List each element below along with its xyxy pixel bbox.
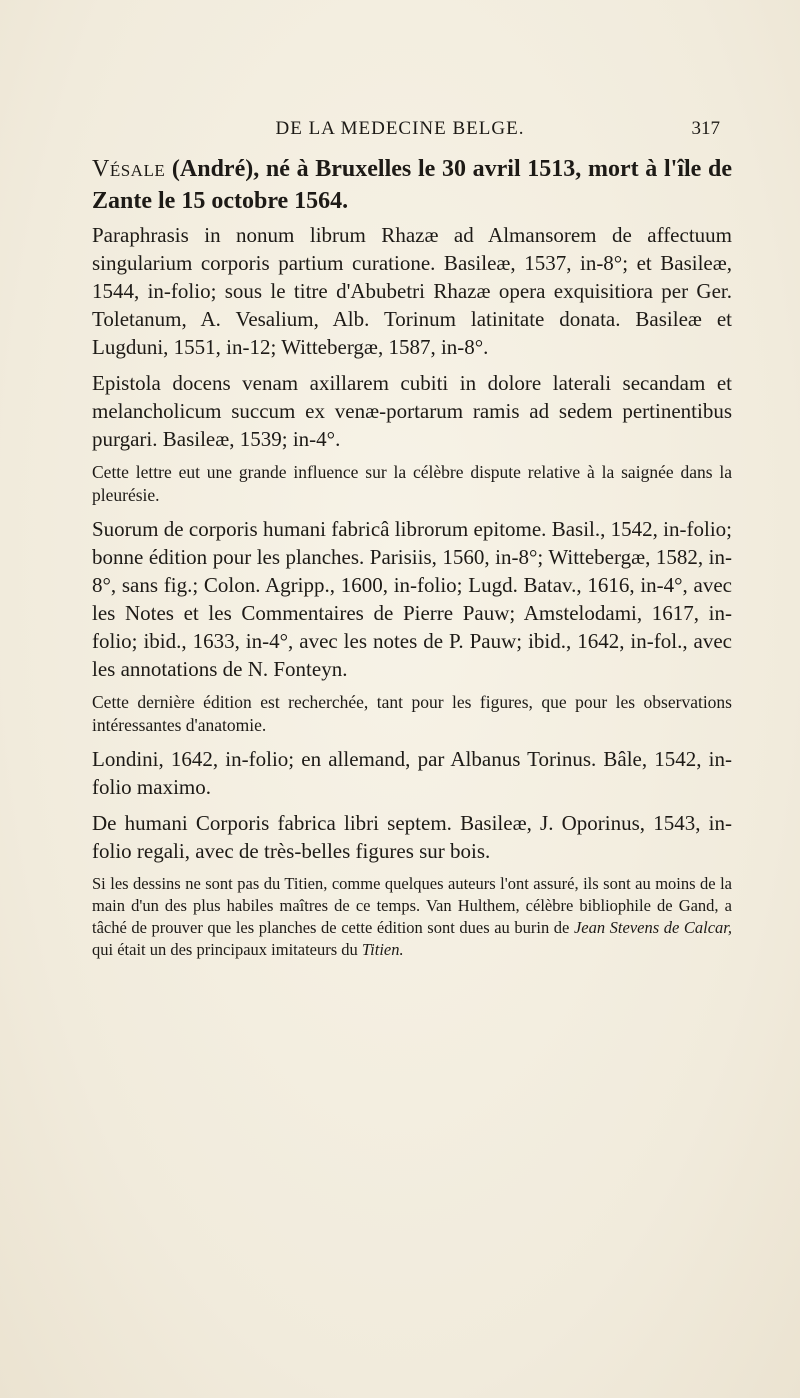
note-dessins-text-2: qui était un des principaux imitateurs du <box>92 940 362 959</box>
note-dessins-italic-2: Titien. <box>361 940 404 959</box>
page-body <box>92 153 732 969</box>
paragraph-note-edition: Cette dernière édition est recherchée, tant pour les figures, que pour les observations intéressantes d'anatomie. <box>92 692 732 735</box>
entry-heading <box>92 153 732 217</box>
page-header <box>0 118 800 148</box>
entry-heading-rest: (André), né à Bruxelles le 30 avril 1513, mort à l'île de Zante le 15 octobre 1564. <box>92 156 732 214</box>
paragraph-paraphrasis: Paraphrasis in nonum librum Rhazæ ad Almansorem de affectuum singularium corporis partium curatione. Basileæ, 1537, in-8°; et Basileæ, 1544, in-folio; sous le titre d'Abubetri Rhazæ opera exquisitiora per Ger. Toletanum, A. Vesalium, Alb. Torinum latinitate donata. Basileæ et Lugduni, 1551, in-12; Wittebergæ, 1587, in-8°. <box>92 223 732 359</box>
paragraph-londini: Londini, 1642, in-folio; en allemand, par Albanus Torinus. Bâle, 1542, in-folio maximo. <box>92 747 732 799</box>
entry-name: Vésale <box>92 156 166 182</box>
paragraph-note-dessins <box>92 873 732 961</box>
note-dessins-italic-1: Jean Stevens de Calcar, <box>573 918 732 937</box>
page-number: 317 <box>691 118 720 139</box>
note-dessins-text-1: Si les dessins ne sont pas du Titien, comme quelques auteurs l'ont assuré, ils sont au moins de la main d'un des plus habiles maîtres de ce temps. Van Hulthem, célèbre bibliophile de Gand, a tâché de prouver que les planches de cette édition sont dues au burin de <box>92 874 732 937</box>
paragraph-fabrica: De humani Corporis fabrica libri septem. Basileæ, J. Oporinus, 1543, in-folio regali, avec de très-belles figures sur bois. <box>92 811 732 863</box>
running-title: DE LA MEDECINE BELGE. <box>275 118 525 139</box>
paragraph-epistola: Epistola docens venam axillarem cubiti in dolore laterali secandam et melancholicum succum ex venæ-portarum ramis ad sedem pertinentibus purgari. Basileæ, 1539; in-4°. <box>92 371 732 451</box>
paragraph-note-lettre: Cette lettre eut une grande influence sur la célèbre dispute relative à la saignée dans la pleurésie. <box>92 462 732 505</box>
paragraph-epitome: Suorum de corporis humani fabricâ librorum epitome. Basil., 1542, in-folio; bonne édition pour les planches. Parisiis, 1560, in-8°; Wittebergæ, 1582, in-8°, sans fig.; Colon. Agripp., 1600, in-folio; Lugd. Batav., 1616, in-4°, avec les Notes et les Commentaires de Pierre Pauw; Amstelodami, 1617, in-folio; ibid., 1633, in-4°, avec les notes de P. Pauw; ibid., 1642, in-fol., avec les annotations de N. Fonteyn. <box>92 517 732 681</box>
